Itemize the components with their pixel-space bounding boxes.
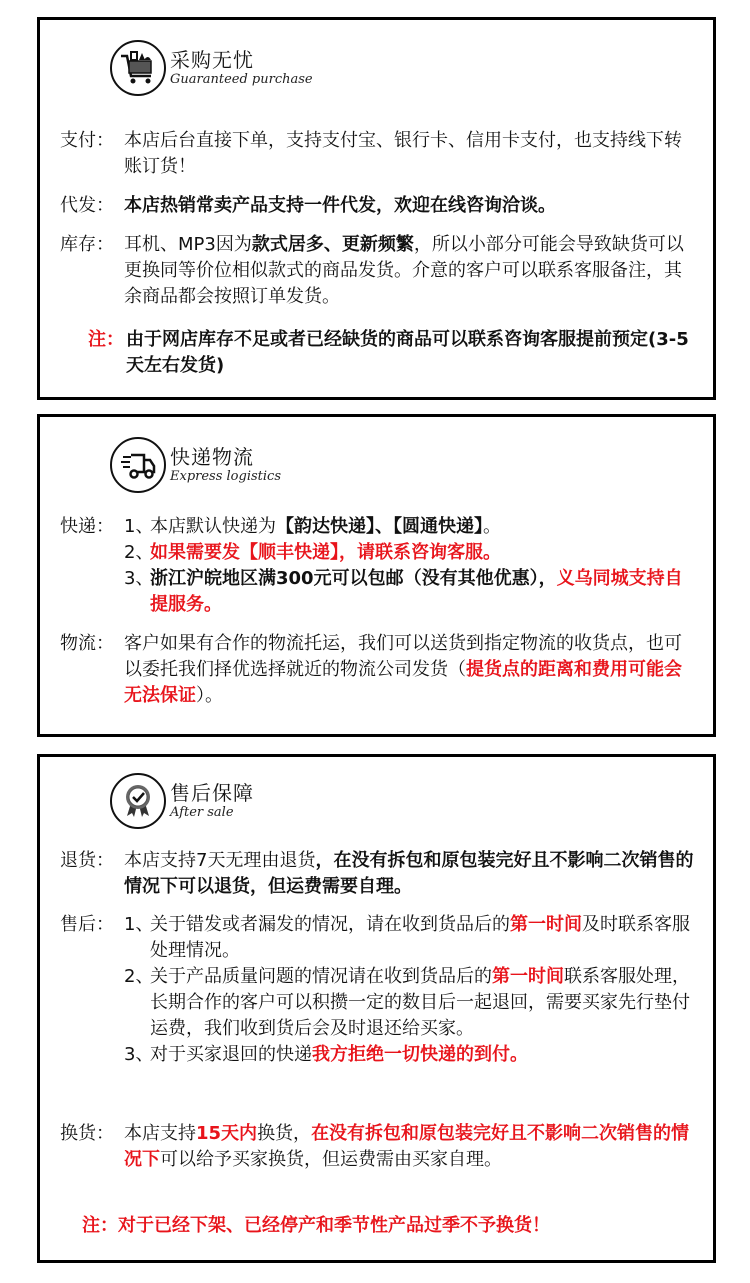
exchange-row [60, 1121, 699, 1173]
quality-badge-icon [110, 773, 166, 829]
exchange-note: 注：对于已经下架、已经停产和季节性产品过季不予换货！ [82, 1215, 550, 1236]
exchange-text-part: 可以给予买家换货，但运费需由买家自理。 [160, 1149, 502, 1170]
exchange-text [124, 1121, 699, 1173]
item-text: 。 [483, 516, 501, 537]
stock-text-part: 耳机、MP3因为 [124, 234, 252, 255]
item-text-red: 第一时间 [510, 914, 582, 935]
item-text-emphasis: 【韵达快递】、【圆通快递】 [276, 516, 483, 537]
logistics-section [37, 414, 716, 737]
returns-text-part: 本店支持7天无理由退货 [124, 850, 316, 871]
section-subtitle: After sale [170, 805, 234, 820]
freight-text-red: 提货点的距离和费用可能会无法保证 [124, 659, 682, 706]
express-label: 快递： [60, 516, 114, 537]
stock-note-row [60, 327, 699, 379]
dropship-label: 代发： [60, 195, 114, 216]
purchase-section [37, 17, 716, 400]
freight-label: 物流： [60, 633, 114, 654]
dropship-text: 本店热销常卖产品支持一件代发，欢迎在线咨询洽谈。 [124, 195, 556, 216]
item-text-red: 义乌同城支持自提服务。 [150, 568, 683, 615]
exchange-label: 换货： [60, 1123, 114, 1144]
item-number: 3、 [124, 1044, 154, 1065]
item-number: 3、 [124, 568, 154, 589]
freight-row [60, 631, 699, 709]
stock-row [60, 232, 699, 310]
returns-label: 退货： [60, 850, 114, 871]
item-number: 1、 [124, 516, 154, 537]
section-title: 采购无忧 [170, 48, 254, 72]
section-title: 售后保障 [170, 781, 254, 805]
delivery-truck-icon [110, 437, 166, 493]
stock-label: 库存： [60, 234, 114, 255]
exchange-text-part: 本店支持 [124, 1123, 196, 1144]
service-item [124, 1042, 699, 1068]
item-text: 关于错发或者漏发的情况，请在收到货品后的 [150, 914, 510, 935]
section-title: 快递物流 [170, 445, 254, 469]
stock-text-emphasis: 款式居多、更新频繁 [251, 234, 414, 255]
item-text-emphasis: 浙江沪皖地区满300元可以包邮（没有其他优惠）， [150, 568, 557, 589]
payment-label: 支付： [60, 130, 114, 151]
section-subtitle: Guaranteed purchase [170, 72, 313, 87]
express-item [124, 566, 699, 618]
item-number: 2、 [124, 542, 154, 563]
exchange-text-part: 换货， [257, 1123, 312, 1144]
item-text: 关于产品质量问题的情况请在收到货品后的 [150, 966, 492, 987]
returns-text [124, 848, 699, 900]
note-label: 注： [88, 329, 124, 350]
stock-text [124, 232, 699, 310]
item-text: 对于买家退回的快递 [150, 1044, 312, 1065]
item-text: 及时联系客服处理情况。 [150, 914, 690, 961]
payment-text: 本店后台直接下单，支持支付宝、银行卡、信用卡支付，也支持线下转账订货！ [124, 130, 682, 177]
item-text: 本店默认快递为 [150, 516, 276, 537]
logistics-header [110, 437, 281, 493]
express-item [124, 514, 699, 540]
item-text: 联系客服处理，长期合作的客户可以积攒一定的数目后一起退回，需要买家先行垫付运费，我们收到货后会及时退还给买家。 [150, 966, 690, 1039]
express-item [124, 540, 699, 566]
returns-text-emphasis: ，在没有拆包和原包装完好且不影响二次销售的情况下可以退货，但运费需要自理。 [124, 850, 694, 897]
service-item [124, 912, 699, 964]
service-item [124, 964, 699, 1042]
freight-text-part: ）。 [196, 685, 223, 706]
payment-row [60, 128, 699, 180]
purchase-header [110, 40, 313, 96]
after-sale-section [37, 754, 716, 1263]
item-text-red: 如果需要发【顺丰快递】，请联系咨询客服。 [150, 542, 501, 563]
section-subtitle: Express logistics [170, 469, 281, 484]
exchange-text-red: 15天内 [196, 1123, 258, 1144]
item-text-red: 我方拒绝一切快递的到付。 [312, 1044, 528, 1065]
after-sale-header [110, 773, 254, 829]
freight-text [124, 631, 699, 709]
item-text-red: 第一时间 [492, 966, 564, 987]
item-number: 1、 [124, 914, 154, 935]
note-text: 由于网店库存不足或者已经缺货的商品可以联系咨询客服提前预定(3-5天左右发货) [126, 329, 689, 376]
express-row [60, 514, 699, 618]
service-label: 售后： [60, 914, 114, 935]
freight-text-part: 客户如果有合作的物流托运，我们可以送货到指定物流的收货点，也可以委托我们择优选择就近的物流公司发货（ [124, 633, 682, 680]
stock-text-part: ，所以小部分可能会导致缺货可以更换同等价位相似款式的商品发货。介意的客户可以联系客服备注，其余商品都会按照订单发货。 [124, 234, 684, 307]
service-row [60, 912, 699, 1068]
returns-row [60, 848, 699, 900]
dropship-row [60, 193, 699, 219]
shopping-cart-icon [110, 40, 166, 96]
exchange-text-red: 在没有拆包和原包装完好且不影响二次销售的情况下 [124, 1123, 690, 1170]
item-number: 2、 [124, 966, 154, 987]
